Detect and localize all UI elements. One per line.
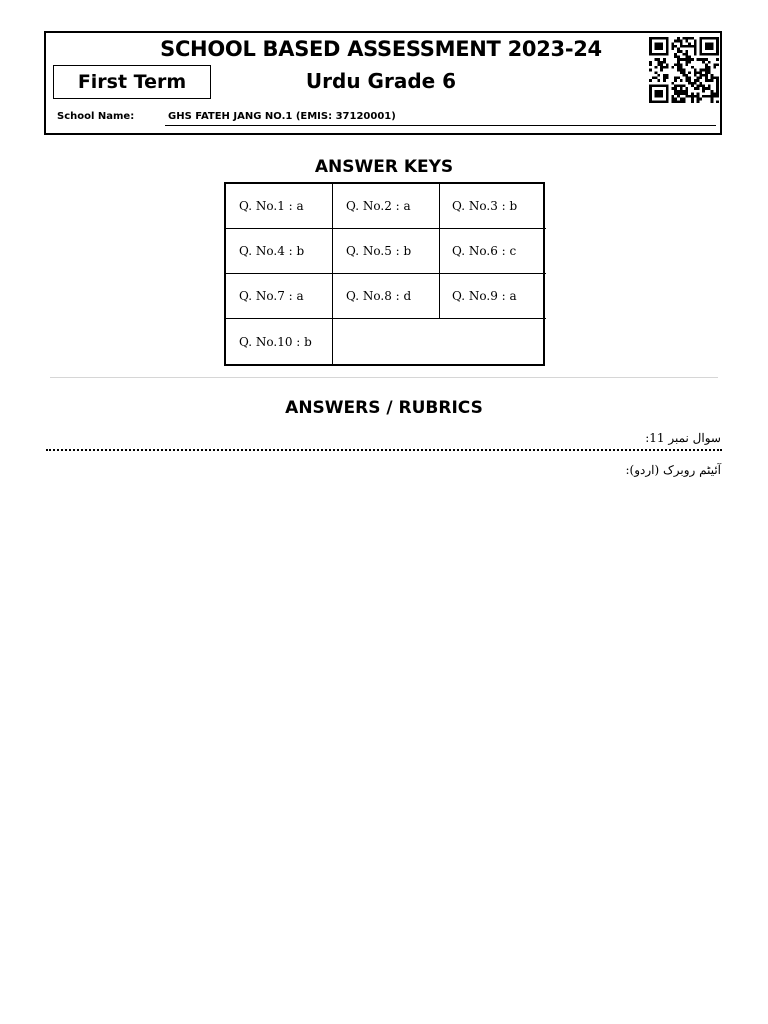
subject-title: Urdu Grade 6: [305, 69, 457, 93]
answer-cell: Q. No.8 : d: [333, 274, 440, 319]
answer-cell: Q. No.9 : a: [439, 274, 546, 319]
term-badge: First Term: [53, 65, 211, 99]
answer-cell: Q. No.5 : b: [333, 229, 440, 274]
answer-keys-heading: ANSWER KEYS: [314, 157, 454, 177]
header-box: [44, 31, 722, 135]
answer-cell: Q. No.4 : b: [226, 229, 333, 274]
rubric-label: آئیٹم روبرک (اردو):: [625, 463, 721, 477]
school-name-value: GHS FATEH JANG NO.1 (EMIS: 37120001): [165, 111, 716, 126]
school-name-label: School Name:: [57, 111, 135, 122]
question-number-label: سوال نمبر 11:: [645, 431, 721, 445]
answer-cell: Q. No.3 : b: [439, 184, 546, 229]
answer-cell: Q. No.2 : a: [333, 184, 440, 229]
dotted-separator: [46, 449, 722, 451]
answer-cell: Q. No.7 : a: [226, 274, 333, 319]
answer-cell: Q. No.10 : b: [226, 319, 333, 365]
qr-code-icon: [649, 37, 719, 103]
assessment-title: SCHOOL BASED ASSESSMENT 2023-24: [160, 37, 602, 61]
answer-cell: Q. No.1 : a: [226, 184, 333, 229]
rubrics-heading: ANSWERS / RUBRICS: [285, 398, 483, 418]
answer-key-table: [224, 182, 545, 366]
section-divider: [50, 377, 718, 378]
answer-cell: Q. No.6 : c: [439, 229, 546, 274]
